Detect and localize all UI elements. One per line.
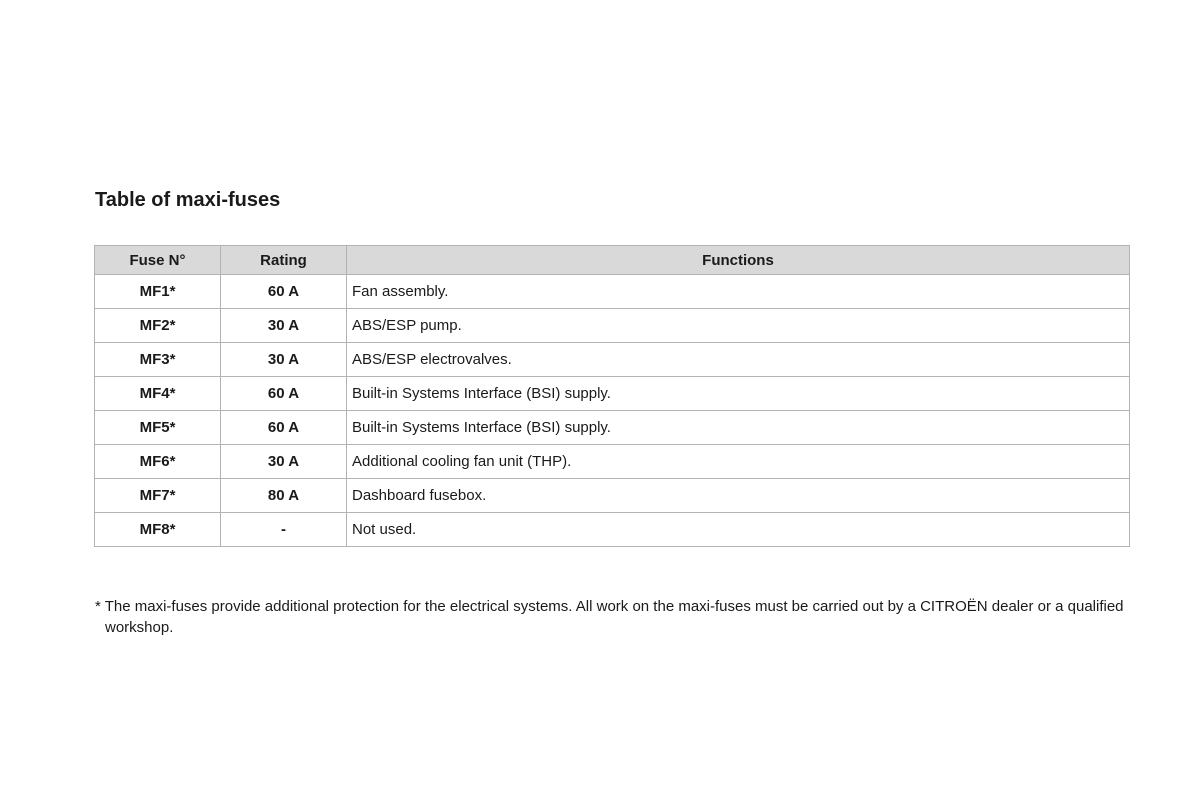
fuse-cell: MF6*: [95, 445, 221, 479]
function-cell: Dashboard fusebox.: [347, 479, 1130, 513]
table-row: [95, 513, 1130, 547]
table-row: [95, 309, 1130, 343]
function-cell: Built-in Systems Interface (BSI) supply.: [347, 377, 1130, 411]
fuse-cell: MF8*: [95, 513, 221, 547]
page-title: Table of maxi-fuses: [95, 189, 281, 211]
fuse-cell: MF3*: [95, 343, 221, 377]
function-cell: ABS/ESP pump.: [347, 309, 1130, 343]
function-cell: Fan assembly.: [347, 275, 1130, 309]
fuse-cell: MF2*: [95, 309, 221, 343]
maxi-fuses-table: [94, 245, 1130, 547]
table-row: [95, 275, 1130, 309]
rating-cell: 60 A: [221, 275, 347, 309]
header-fuse-number: Fuse N°: [95, 246, 221, 275]
fuse-cell: MF4*: [95, 377, 221, 411]
footnote: * The maxi-fuses provide additional protection for the electrical systems. All work on the maxi-fuses must be carried out by a CITROËN dealer or a qualified workshop.: [95, 598, 1124, 636]
function-cell: Additional cooling fan unit (THP).: [347, 445, 1130, 479]
fuse-cell: MF5*: [95, 411, 221, 445]
rating-cell: 80 A: [221, 479, 347, 513]
table-row: [95, 445, 1130, 479]
function-cell: Built-in Systems Interface (BSI) supply.: [347, 411, 1130, 445]
table-row: [95, 411, 1130, 445]
function-cell: Not used.: [347, 513, 1130, 547]
fuse-cell: MF7*: [95, 479, 221, 513]
fuse-cell: MF1*: [95, 275, 221, 309]
rating-cell: 60 A: [221, 377, 347, 411]
header-rating: Rating: [221, 246, 347, 275]
header-functions: Functions: [347, 246, 1130, 275]
rating-cell: 60 A: [221, 411, 347, 445]
table-row: [95, 343, 1130, 377]
rating-cell: 30 A: [221, 445, 347, 479]
table-row: [95, 479, 1130, 513]
rating-cell: -: [221, 513, 347, 547]
rating-cell: 30 A: [221, 343, 347, 377]
rating-cell: 30 A: [221, 309, 347, 343]
table-row: [95, 377, 1130, 411]
table-header-row: [95, 246, 1130, 275]
function-cell: ABS/ESP electrovalves.: [347, 343, 1130, 377]
